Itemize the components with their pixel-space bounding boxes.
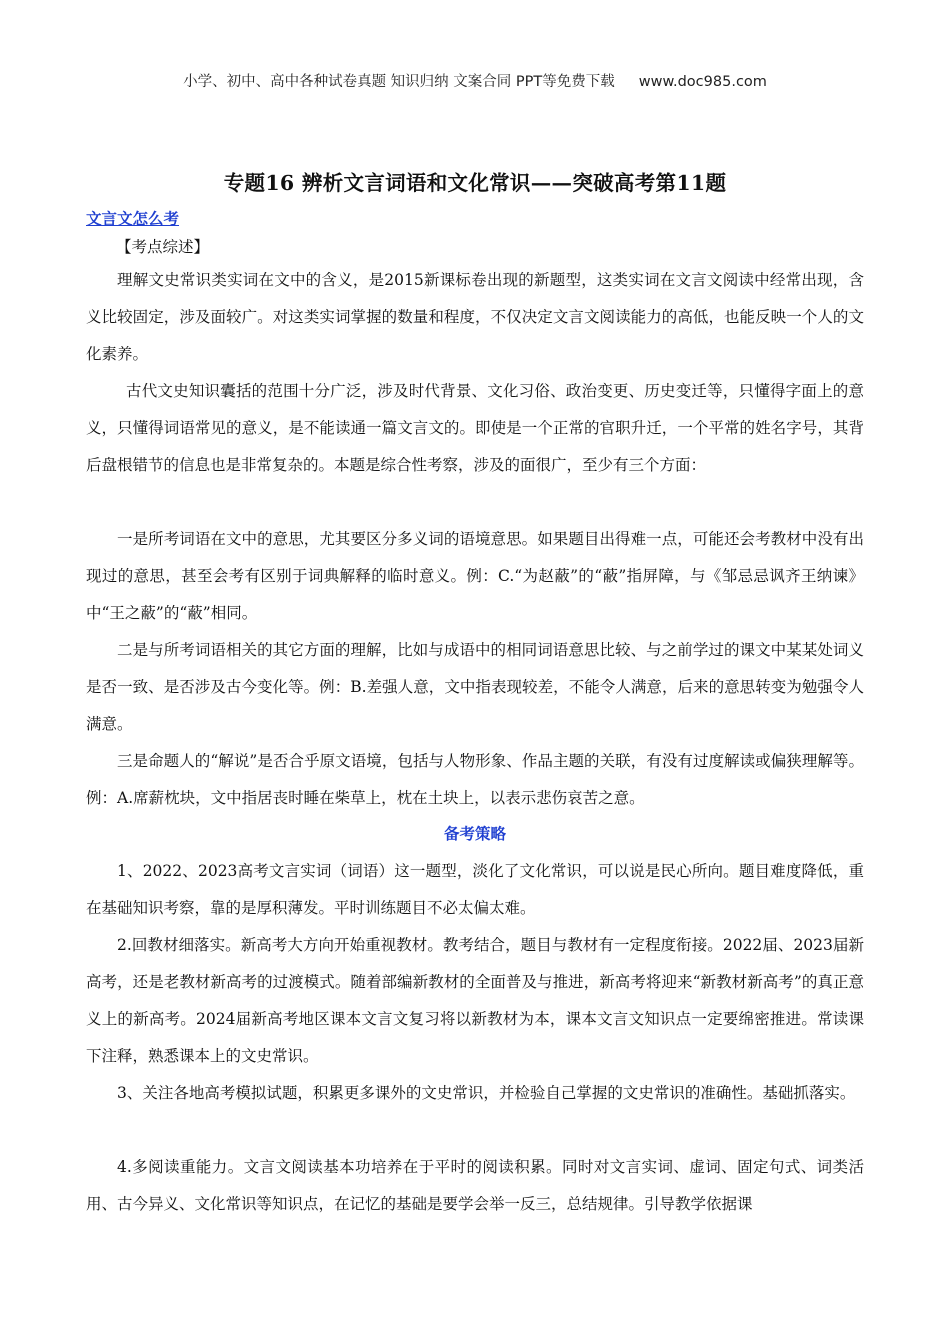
page-header xyxy=(0,70,950,91)
paragraph-3: 一是所考词语在文中的意思，尤其要区分多义词的语境意思。如果题目出得难一点，可能还会考教材中没有出现过的意思，甚至会考有区别于词典解释的临时意义。例：C.“为赵蔽”的“蔽”指屏障，与《邹忌忌讽齐王纳谏》中“王之蔽”的“蔽”相同。 xyxy=(86,530,864,622)
strategy-item-1: 1、2022、2023高考文言实词（词语）这一题型，淡化了文化常识，可以说是民心所向。题目难度降低，重在基础知识考察，靠的是厚积薄发。平时训练题目不必太偏太难。 xyxy=(86,862,864,917)
paragraph-1: 理解文史常识类实词在文中的含义，是2015新课标卷出现的新题型，这类实词在文言文阅读中经常出现，含义比较固定，涉及面较广。对这类实词掌握的数量和程度，不仅决定文言文阅读能力的高低，也能反映一个人的文化素养。 xyxy=(86,271,864,363)
header-text: 小学、初中、高中各种试卷真题 知识归纳 文案合同 PPT等免费下载 xyxy=(183,74,615,90)
kaodian-heading: 【考点综述】 xyxy=(116,238,210,256)
paragraph-2: 古代文史知识囊括的范围十分广泛，涉及时代背景、文化习俗、政治变更、历史变迁等，只懂得字面上的意义，只懂得词语常见的意义，是不能读通一篇文言文的。即使是一个正常的官职升迁，一个平常的姓名字号，其背后盘根错节的信息也是非常复杂的。本题是综合性考察，涉及的面很广，至少有三个方面： xyxy=(86,382,864,474)
strategy-item-2: 2.回教材细落实。新高考大方向开始重视教材。教考结合，题目与教材有一定程度衔接。2022届、2023届新高考，还是老教材新高考的过渡模式。随着部编新教材的全面普及与推进，新高考将迎来“新教材新高考”的真正意义上的新高考。2024届新高考地区课本文言文复习将以新教材为本，课本文言文知识点一定要绵密推进。常读课下注释，熟悉课本上的文史常识。 xyxy=(86,936,864,1065)
header-site: www.doc985.com xyxy=(638,74,767,90)
strategy-item-4: 4.多阅读重能力。文言文阅读基本功培养在于平时的阅读积累。同时对文言实词、虚词、固定句式、词类活用、古今异义、文化常识等知识点，在记忆的基础是要学会举一反三，总结规律。引导教学依据课 xyxy=(86,1158,864,1213)
strategy-item-3: 3、关注各地高考模拟试题，积累更多课外的文史常识，并检验自己掌握的文史常识的准确性。基础抓落实。 xyxy=(117,1084,856,1102)
paragraph-5: 三是命题人的“解说”是否合乎原文语境，包括与人物形象、作品主题的关联，有没有过度解读或偏狭理解等。例：A.席薪枕块，文中指居丧时睡在柴草上，枕在土块上，以表示悲伤哀苦之意。 xyxy=(86,752,864,807)
document-title: 专题16 辨析文言词语和文化常识——突破高考第11题 xyxy=(223,171,727,195)
paragraph-4: 二是与所考词语相关的其它方面的理解，比如与成语中的相同词语意思比较、与之前学过的课文中某某处词义是否一致、是否涉及古今变化等。例：B.差强人意，文中指表现较差，不能令人满意，后来的意思转变为勉强令人满意。 xyxy=(86,641,864,733)
section-link-how-to-test[interactable]: 文言文怎么考 xyxy=(86,209,180,228)
strategy-heading: 备考策略 xyxy=(443,824,506,843)
